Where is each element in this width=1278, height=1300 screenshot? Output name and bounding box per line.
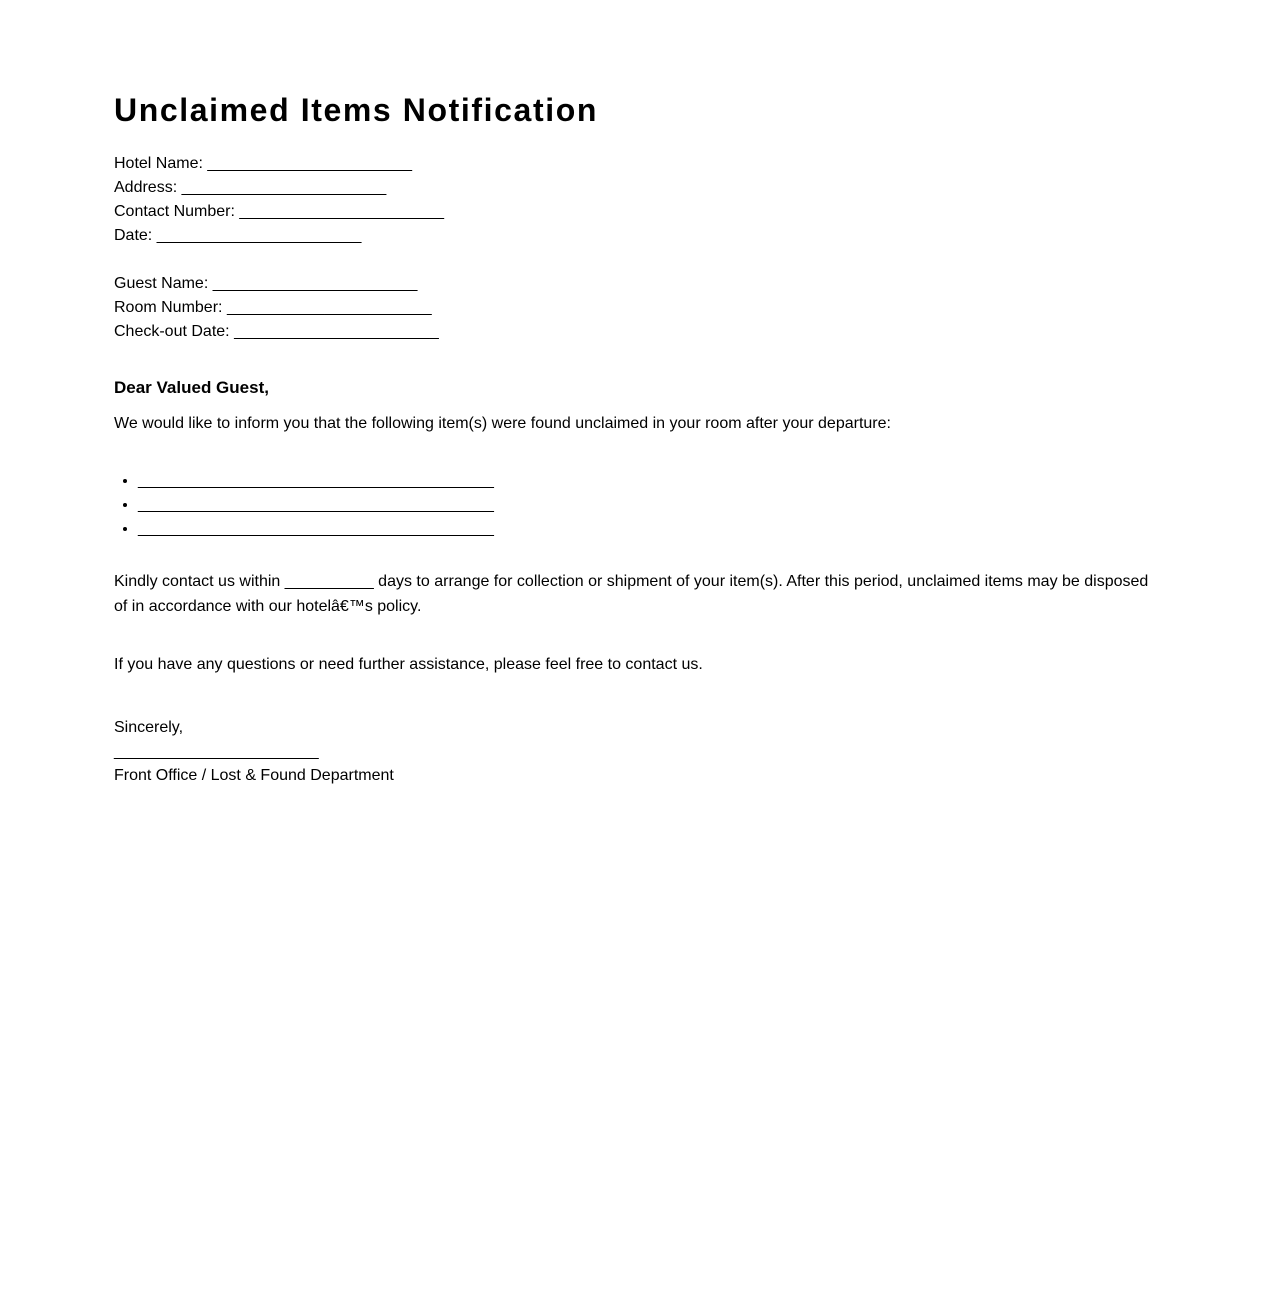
field-blank: _______________________ bbox=[181, 179, 387, 196]
salutation: Dear Valued Guest, bbox=[114, 378, 269, 397]
text: days to arrange for collection or shipment of your item(s). After this period, unclaimed items may be disposed of in accordance with our hotelâ€™s policy. bbox=[114, 573, 1149, 615]
list-item: • ________________________________________ bbox=[138, 469, 494, 493]
room-number-field bbox=[114, 296, 439, 320]
intro-paragraph: We would like to inform you that the following item(s) were found unclaimed in your room after your departure: bbox=[114, 415, 891, 432]
closing: Sincerely, bbox=[114, 719, 184, 736]
field-label: Date: bbox=[114, 227, 153, 244]
field-blank: _______________________ bbox=[212, 275, 418, 292]
field-blank: _______________________ bbox=[239, 203, 445, 220]
items-list bbox=[114, 469, 494, 541]
list-item: • ________________________________________ bbox=[138, 517, 494, 541]
field-blank: _______________________ bbox=[207, 155, 413, 172]
questions-paragraph: If you have any questions or need further assistance, please feel free to contact us. bbox=[114, 656, 703, 673]
contact-number-field bbox=[114, 200, 444, 224]
list-item: • ________________________________________ bbox=[138, 493, 494, 517]
field-label: Room Number: bbox=[114, 299, 223, 316]
contact-paragraph bbox=[114, 569, 1164, 619]
field-label: Check-out Date: bbox=[114, 323, 230, 340]
hotel-name-field bbox=[114, 152, 444, 176]
guest-name-field bbox=[114, 272, 439, 296]
checkout-date-field bbox=[114, 320, 439, 344]
page-title: Unclaimed Items Notification bbox=[114, 92, 598, 128]
hotel-info-section bbox=[114, 152, 444, 248]
signature-block bbox=[114, 716, 394, 788]
date-field bbox=[114, 224, 444, 248]
field-label: Address: bbox=[114, 179, 178, 196]
field-label: Guest Name: bbox=[114, 275, 209, 292]
field-label: Hotel Name: bbox=[114, 155, 203, 172]
department: Front Office / Lost & Found Department bbox=[114, 767, 394, 784]
field-blank: _______________________ bbox=[234, 323, 439, 340]
signature-line: _______________________ bbox=[114, 743, 319, 760]
guest-info-section bbox=[114, 272, 439, 344]
address-field bbox=[114, 176, 444, 200]
days-blank: __________ bbox=[284, 573, 374, 590]
field-blank: _______________________ bbox=[226, 299, 432, 316]
field-blank: _______________________ bbox=[156, 227, 362, 244]
field-label: Contact Number: bbox=[114, 203, 235, 220]
text: Kindly contact us within bbox=[114, 573, 285, 590]
